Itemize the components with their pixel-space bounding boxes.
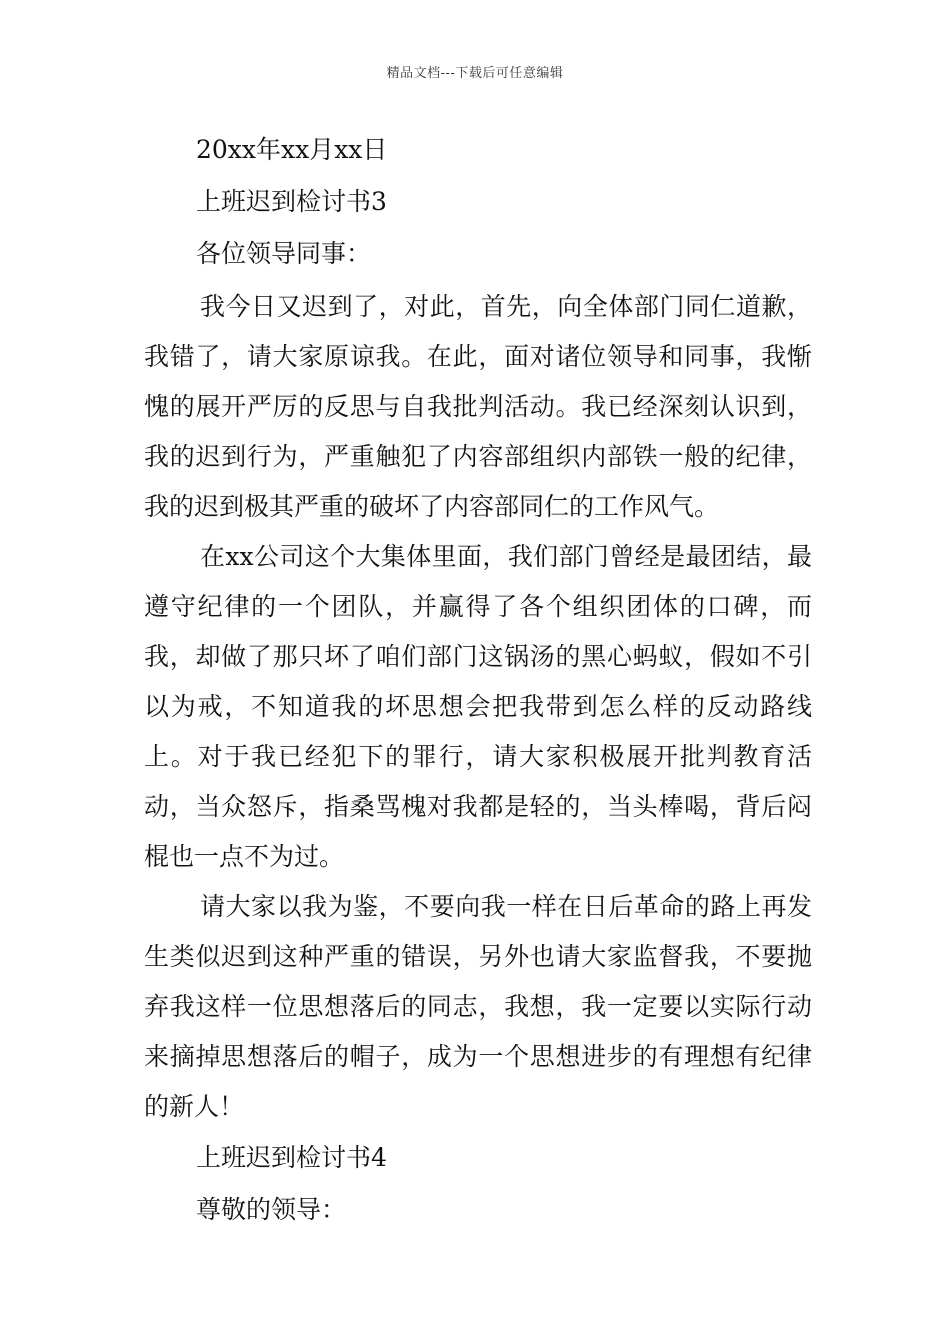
section-title-3: 上班迟到检讨书3 [196, 187, 387, 216]
salutation-3: 各位领导同事： [196, 239, 372, 268]
page-header: 精品文档---下载后可任意编辑 [386, 66, 564, 81]
document-body [144, 124, 812, 1236]
date-line: 20xx年xx月xx日 [196, 135, 388, 164]
section-title-4: 上班迟到检讨书4 [196, 1143, 387, 1172]
paragraph: 请大家以我为鉴，不要向我一样在日后革命的路上再发生类似迟到这种严重的错误，另外也请大家监督我，不要抛弃我这样一位思想落后的同志，我想，我一定要以实际行动来摘掉思想落后的帽子，成为一个思想进步的有理想有纪律的新人！ [144, 892, 812, 1121]
salutation-4: 尊敬的领导： [196, 1195, 347, 1224]
paragraph: 在xx公司这个大集体里面，我们部门曾经是最团结，最遵守纪律的一个团队，并赢得了各个组织团体的口碑，而我，却做了那只坏了咱们部门这锅汤的黑心蚂蚁，假如不引以为戒，不知道我的坏思想会把我带到怎么样的反动路线上。对于我已经犯下的罪行，请大家积极展开批判教育活动，当众怒斥，指桑骂槐对我都是轻的，当头棒喝，背后闷棍也一点不为过。 [144, 542, 812, 871]
paragraph: 我今日又迟到了，对此，首先，向全体部门同仁道歉，我错了，请大家原谅我。在此，面对诸位领导和同事，我惭愧的展开严厉的反思与自我批判活动。我已经深刻认识到，我的迟到行为，严重触犯了内容部组织内部铁一般的纪律，我的迟到极其严重的破坏了内容部同仁的工作风气。 [144, 292, 812, 521]
